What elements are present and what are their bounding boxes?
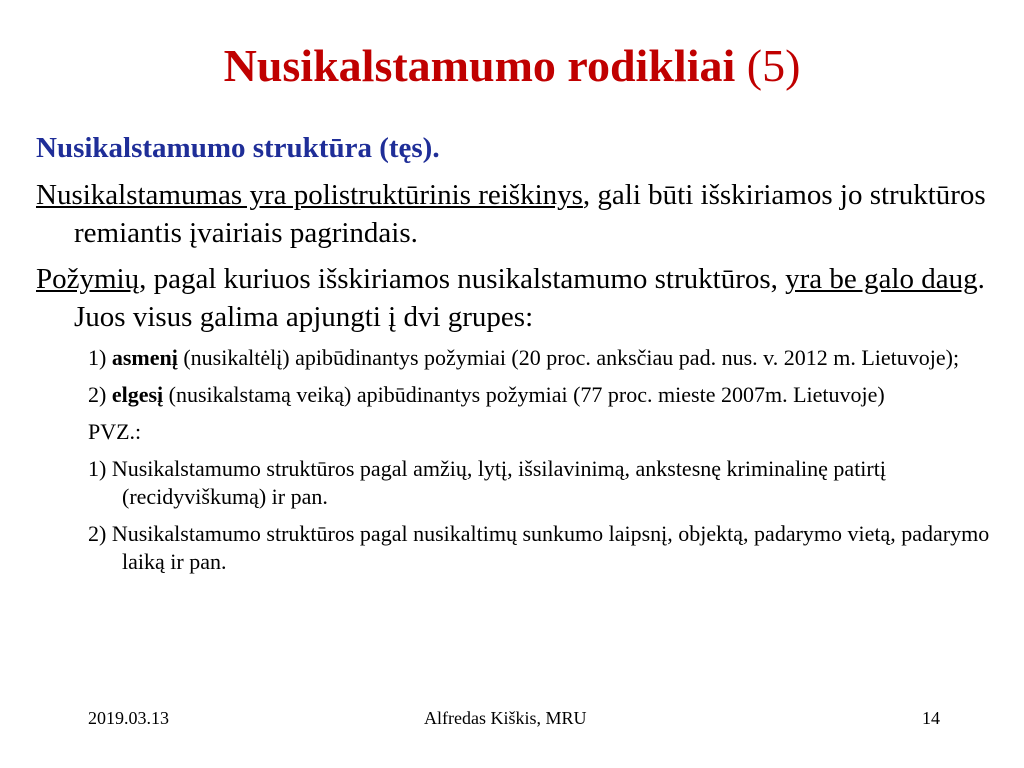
list-item — [36, 381, 996, 409]
footer-page-number: 14 — [922, 708, 940, 728]
example-item: 2) Nusikalstamumo struktūros pagal nusikaltimų sunkumo laipsnį, objektą, padarymo vietą, padarymo laiką ir pan. — [88, 521, 990, 574]
list-item — [36, 344, 996, 372]
example-heading: PVZ.: — [88, 419, 142, 444]
item-keyword: asmenį — [111, 345, 178, 370]
paragraph-text: . Juos visus galima apjungti į dvi grupes: — [74, 263, 985, 333]
item-number: 2) — [88, 382, 112, 407]
item-text: (nusikaltėlį) apibūdinantys požymiai (20 proc. anksčiau pad. nus. v. 2012 m. Lietuvoje); — [177, 345, 960, 370]
paragraph-features — [36, 260, 996, 336]
underlined-phrase: yra be galo daug — [785, 263, 978, 295]
slide-title — [0, 38, 1024, 94]
slide-content — [36, 130, 996, 585]
underlined-phrase: Nusikalstamumas yra polistruktūrinis reiškinys — [36, 179, 583, 211]
item-number: 1) — [88, 345, 112, 370]
paragraph-structure — [36, 176, 996, 252]
section-subtitle: Nusikalstamumo struktūra (tęs). — [36, 132, 440, 164]
example-item: 1) Nusikalstamumo struktūros pagal amžių, lytį, išsilavinimą, ankstesnę kriminalinę patirtį (recidyviškumą) ir pan. — [88, 456, 886, 509]
footer-date: 2019.03.13 — [88, 708, 169, 728]
title-number: (5) — [735, 40, 801, 91]
paragraph-text: , pagal kuriuos išskiriamos nusikalstamumo struktūros, — [139, 263, 786, 295]
paragraph-text: , gali būti išskiriamos jo struktūros remiantis įvairiais pagrindais. — [74, 179, 986, 249]
underlined-phrase: Požymių — [36, 263, 140, 295]
title-main: Nusikalstamumo rodikliai — [223, 40, 736, 91]
footer-author: Alfredas Kiškis, MRU — [424, 708, 587, 728]
item-text: (nusikalstamą veiką) apibūdinantys požymiai (77 proc. mieste 2007m. Lietuvoje) — [163, 382, 885, 407]
item-keyword: elgesį — [111, 382, 164, 407]
